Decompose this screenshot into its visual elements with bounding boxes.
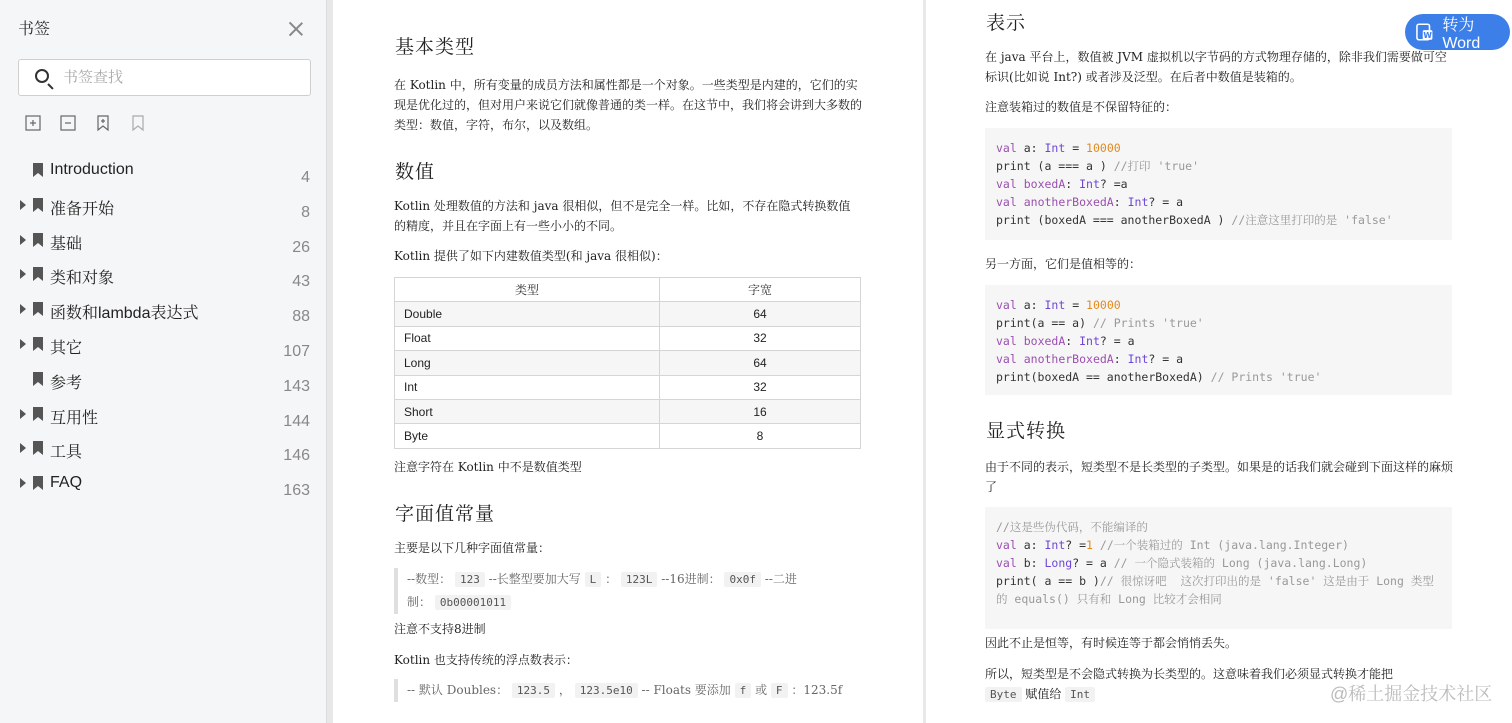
bookmark-icon — [33, 163, 43, 177]
bookmark-label: 其它 — [50, 339, 83, 357]
bookmark-item[interactable] — [0, 466, 327, 501]
document-page-right — [926, 0, 1512, 723]
paragraph: 由于不同的表示，短类型不是长类型的子类型。如果是的话我们就会碰到下面这样的麻烦了 — [985, 460, 1454, 494]
bookmark-label: 类和对象 — [50, 270, 115, 288]
bookmark-label: 函数和lambda表达式 — [50, 305, 199, 323]
expand-arrow-icon[interactable] — [20, 339, 26, 349]
heading-literals: 字面值常量 — [395, 503, 496, 525]
code-block: val a: Int = 10000 print (a === a ) //打印 'true' val boxedA: Int? =a val anotherBoxedA: Int? = a print (boxedA === anotherBoxedA ) //注意这里打印的是 'false' — [985, 128, 1452, 240]
expand-arrow-icon[interactable] — [20, 304, 26, 314]
table-row — [395, 375, 861, 399]
quote-text: 或 — [755, 683, 768, 697]
bookmark-item[interactable] — [0, 153, 327, 188]
paragraph: Kotlin 也支持传统的浮点数表示： — [394, 653, 578, 667]
table-row — [395, 399, 861, 423]
bookmark-icon — [33, 441, 43, 455]
quote-text: --二进制： — [407, 572, 797, 609]
document-page-left — [333, 0, 923, 723]
code-block: val a: Int = 10000 print(a == a) // Prints 'true' val boxedA: Int? = a val anotherBoxedA: Int? = a print(boxedA == anotherBoxedA) // Prints 'true' — [985, 285, 1452, 395]
bookmark-toolbar — [24, 114, 147, 134]
table-cell: 16 — [660, 399, 861, 423]
quote-text: -- 默认 Doubles： — [407, 683, 509, 697]
bookmark-label: FAQ — [50, 474, 83, 492]
bookmark-item[interactable] — [0, 257, 327, 292]
quote-text: -- Floats 要添加 — [641, 683, 731, 697]
paragraph: Kotlin 提供了如下内建数值类型(和 java 很相似)： — [394, 249, 668, 263]
bookmark-search — [18, 59, 311, 96]
close-icon[interactable] — [288, 21, 304, 37]
table-cell: Short — [395, 399, 660, 423]
inline-code: 123L — [621, 572, 658, 587]
paragraph-text: 所以，短类型是不会隐式转换为长类型的。这意味着我们必须显式转换才能把 — [985, 667, 1394, 681]
bookmark-label: 工具 — [50, 444, 83, 462]
bookmark-item[interactable] — [0, 188, 327, 223]
bookmark-search-input[interactable] — [63, 60, 303, 95]
inline-code: 0x0f — [724, 572, 761, 587]
collapse-all-icon[interactable] — [59, 114, 77, 132]
table-cell: Long — [395, 351, 660, 375]
bookmark-tree — [0, 153, 327, 501]
heading-explicit-conversion: 显式转换 — [986, 420, 1067, 442]
paragraph: 在 Kotlin 中，所有变量的成员方法和属性都是一个对象。一些类型是内建的，它们的实现是优化过的，但对用户来说它们就像普通的类一样。在这节中，我们将会讲到大多数的类型：数值，字符，布尔，以及数组。 — [394, 78, 863, 132]
bookmark-icon — [33, 302, 43, 316]
bookmark-item[interactable] — [0, 431, 327, 466]
bookmark-icon — [33, 198, 43, 212]
bookmark-page: 43 — [292, 273, 310, 291]
table-row — [395, 302, 861, 326]
table-header: 类型 — [395, 278, 660, 302]
bookmark-label: Introduction — [50, 161, 134, 178]
paragraph-text: 赋值给 — [1025, 687, 1062, 701]
paragraph: 因此不止是恒等，有时候连等于都会悄悄丢失。 — [985, 636, 1238, 650]
bookmark-icon — [33, 476, 43, 490]
quote-text: --数型： — [407, 572, 452, 586]
watermark: @稀土掘金技术社区 — [1330, 684, 1493, 704]
bookmark-icon — [33, 407, 43, 421]
quote-text: ： — [605, 572, 618, 586]
remove-bookmark-icon[interactable] — [129, 114, 147, 132]
bookmark-page: 4 — [301, 169, 310, 186]
inline-code: Byte — [985, 687, 1022, 702]
bookmark-page: 146 — [283, 447, 310, 465]
convert-to-word-button[interactable] — [1405, 14, 1510, 50]
inline-code: 123 — [455, 572, 485, 587]
bookmark-label: 准备开始 — [50, 200, 115, 218]
paragraph: 另一方面，它们是值相等的： — [985, 257, 1142, 271]
table-row — [395, 326, 861, 350]
inline-code: 123.5 — [512, 683, 555, 698]
paragraph: Kotlin 处理数值的方法和 java 很相似，但不是完全一样。比如，不存在隐式转换数值的精度，并且在字面上有一些小小的不同。 — [394, 199, 851, 233]
quote-text: ：123.5f — [791, 683, 843, 697]
table-cell: Float — [395, 326, 660, 350]
table-cell: 64 — [660, 351, 861, 375]
table-row — [395, 424, 861, 448]
bookmark-item[interactable] — [0, 362, 327, 397]
bookmark-page: 143 — [283, 377, 310, 395]
bookmark-item[interactable] — [0, 397, 327, 432]
word-doc-icon — [1415, 22, 1434, 42]
code-block: //这是些伪代码，不能编译的 val a: Int? =1 //一个装箱过的 Int (java.lang.Integer) val b: Long? = a // 一个隐式装箱的 Long (java.lang.Long) print( a == b )// 很惊讶吧 这次打印出的是 'false' 这是由于 Long 类型 的 equals() 只有和 Long 比较才会相同 — [985, 507, 1452, 629]
paragraph: 主要是以下几种字面值常量： — [394, 541, 551, 555]
literal-quote — [394, 568, 814, 614]
sidebar-header — [18, 18, 308, 42]
paragraph: 在 java 平台上，数值被 JVM 虚拟机以字节码的方式物理存储的，除非我们需要做可空标识(比如说 Int?) 或者涉及泛型。在后者中数值是装箱的。 — [985, 50, 1447, 84]
inline-code: F — [771, 683, 788, 698]
bookmark-page: 26 — [292, 238, 310, 256]
bookmark-label: 参考 — [50, 374, 83, 392]
bookmark-icon — [33, 337, 43, 351]
inline-code: f — [735, 683, 752, 698]
table-row — [395, 351, 861, 375]
expand-arrow-icon[interactable] — [20, 269, 26, 279]
bookmark-item[interactable] — [0, 292, 327, 327]
sidebar-title: 书签 — [18, 21, 51, 38]
inline-code: L — [585, 572, 602, 587]
table-cell: Double — [395, 302, 660, 326]
table-cell: 8 — [660, 424, 861, 448]
expand-all-icon[interactable] — [24, 114, 42, 132]
bookmark-icon — [33, 372, 43, 386]
paragraph: 注意不支持8进制 — [394, 622, 486, 636]
search-icon — [35, 69, 49, 83]
bookmark-label: 基础 — [50, 235, 83, 253]
quote-text: --16进制： — [661, 572, 721, 586]
bookmark-page: 144 — [283, 412, 310, 430]
paragraph: 注意装箱过的数值是不保留特征的： — [985, 100, 1178, 114]
table-cell: Byte — [395, 424, 660, 448]
quote-text: --长整型要加大写 — [488, 572, 581, 586]
expand-arrow-icon[interactable] — [20, 235, 26, 245]
table-cell: Int — [395, 375, 660, 399]
table-cell: 32 — [660, 375, 861, 399]
bookmark-item[interactable] — [0, 223, 327, 258]
heading-basic-types: 基本类型 — [395, 36, 476, 58]
bookmark-page: 8 — [301, 203, 310, 221]
paragraph: 注意字符在 Kotlin 中不是数值类型 — [394, 460, 582, 474]
bookmark-sidebar — [0, 0, 327, 723]
bookmark-icon — [33, 233, 43, 247]
bookmark-page: 163 — [283, 482, 310, 500]
heading-numbers: 数值 — [395, 161, 436, 183]
expand-arrow-icon[interactable] — [20, 200, 26, 210]
bookmark-page: 88 — [292, 308, 310, 326]
add-bookmark-icon[interactable] — [94, 114, 112, 132]
inline-code: Int — [1065, 687, 1095, 702]
numeric-types-table — [394, 277, 861, 449]
expand-arrow-icon[interactable] — [20, 443, 26, 453]
inline-code: 123.5e10 — [575, 683, 638, 698]
svg-text:W: W — [1423, 30, 1432, 40]
expand-arrow-icon[interactable] — [20, 409, 26, 419]
convert-to-word-label: 转为Word — [1442, 16, 1481, 52]
quote-text: ， — [558, 683, 571, 697]
bookmark-item[interactable] — [0, 327, 327, 362]
bookmark-label: 互用性 — [50, 409, 99, 427]
inline-code: 0b00001011 — [435, 595, 511, 610]
table-cell: 64 — [660, 302, 861, 326]
heading-representation: 表示 — [986, 12, 1027, 34]
bookmark-page: 107 — [283, 342, 310, 360]
expand-arrow-icon[interactable] — [20, 478, 26, 488]
float-quote — [394, 679, 854, 702]
bookmark-icon — [33, 267, 43, 281]
table-cell: 32 — [660, 326, 861, 350]
table-header: 字宽 — [660, 278, 861, 302]
